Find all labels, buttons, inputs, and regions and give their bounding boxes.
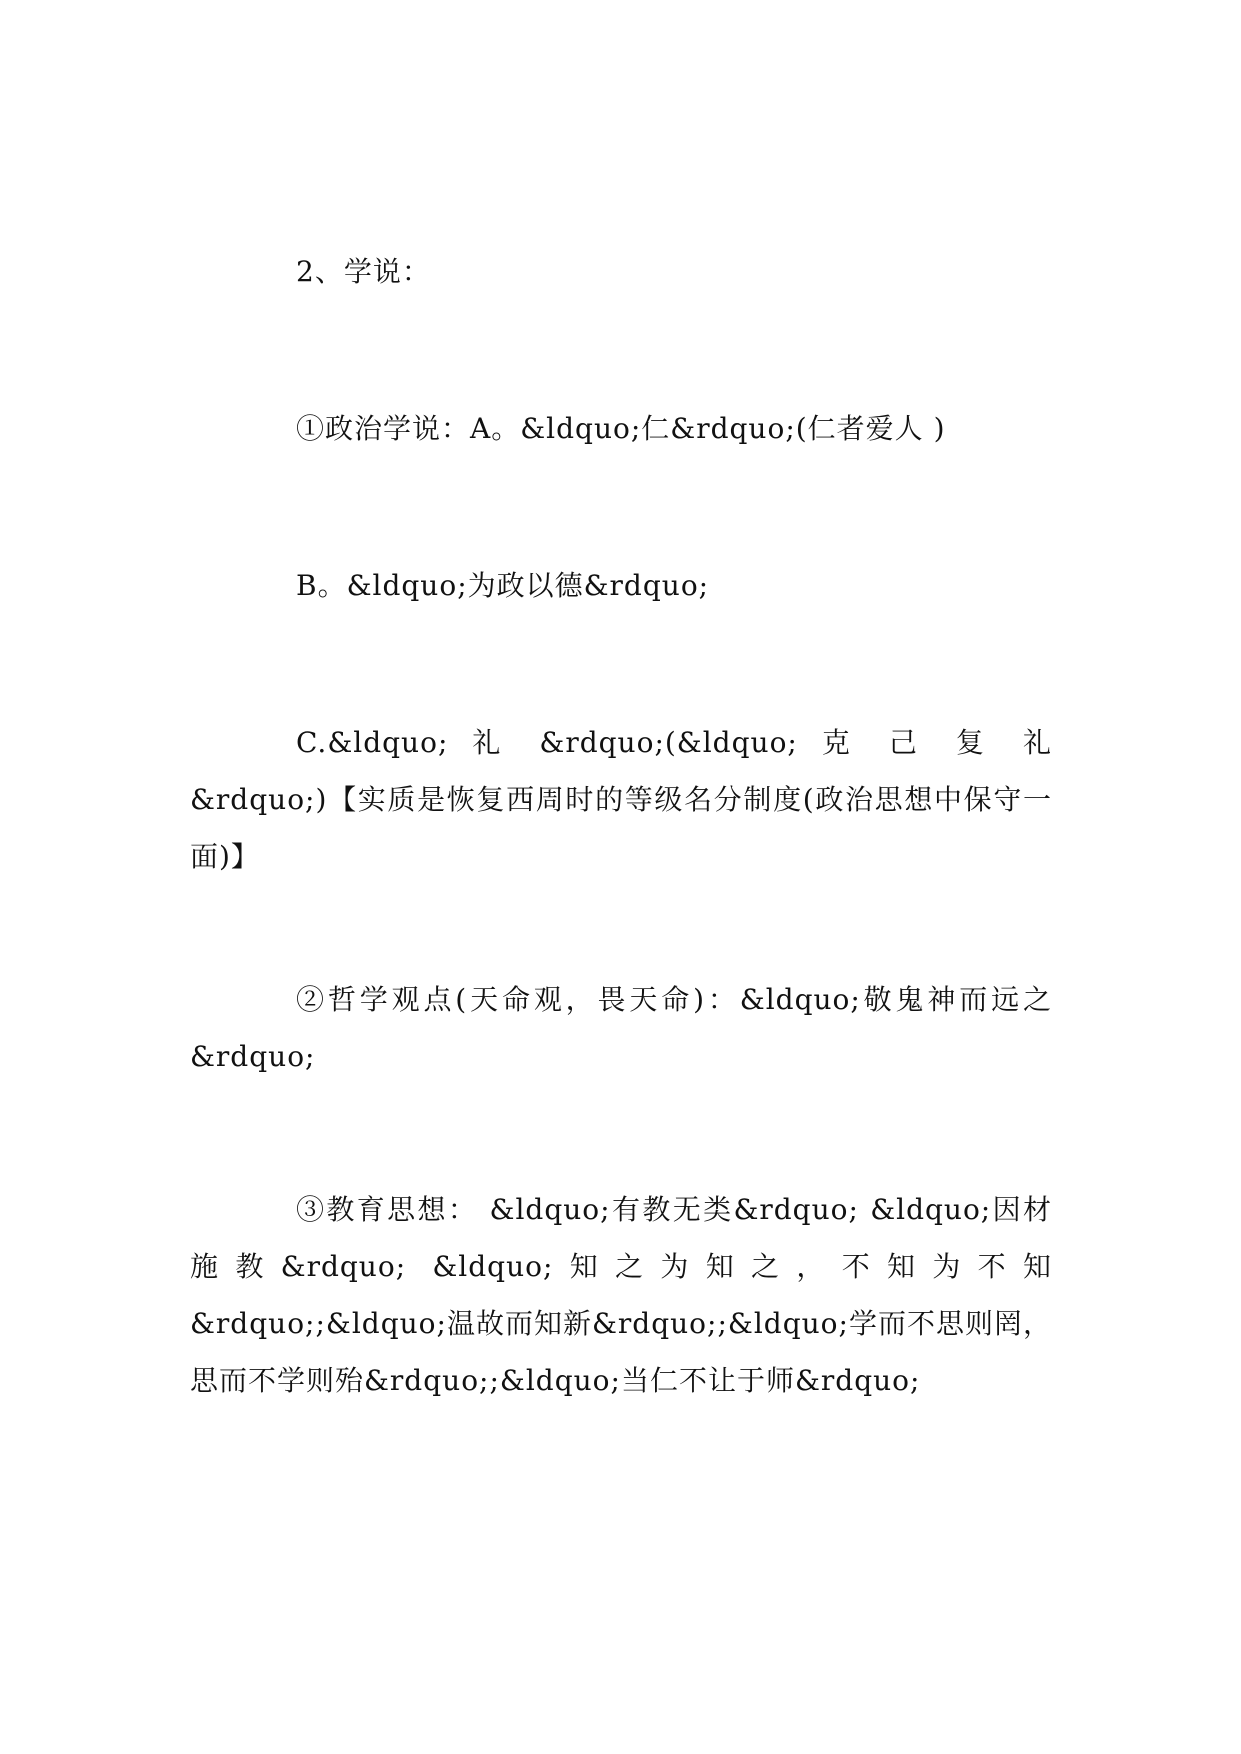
paragraph-political-theory: ①政治学说：A。&ldquo;仁&rdquo;(仁者爱人 ): [296, 412, 946, 445]
paragraph-virtue-governance: B。&ldquo;为政以德&rdquo;: [296, 569, 710, 602]
paragraph-education: ③教育思想： &ldquo;有教无类&rdquo; &ldquo;因材施教&rdquo; &ldquo;知之为知之，不知为不知&rdquo;;&ldquo;温故而知新&rdquo;;&ldquo;学而不思则罔，思而不学则殆&rdquo;;&ldquo;当仁不让于师&rdquo;: [190, 1193, 1052, 1397]
paragraph-rites: C.&ldquo; 礼 &rdquo;(&ldquo; 克 己 复 礼 &rdquo;)【实质是恢复西周时的等级名分制度(政治思想中保守一面)】: [190, 726, 1052, 873]
section-heading: 2、学说：: [296, 255, 431, 288]
paragraph-philosophy: ②哲学观点(天命观，畏天命)：&ldquo;敬鬼神而远之&rdquo;: [190, 983, 1052, 1073]
